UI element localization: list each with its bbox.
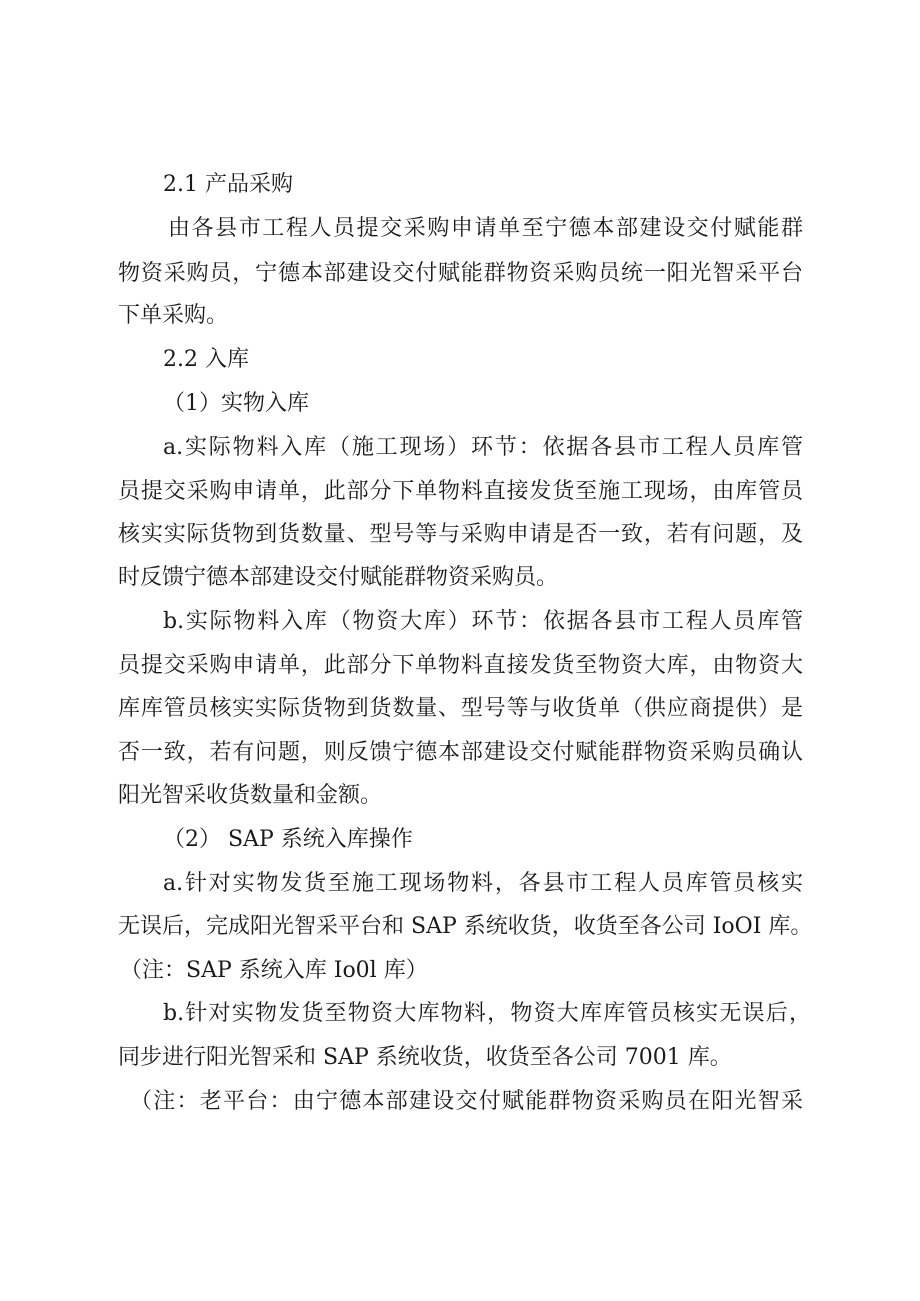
paragraph-line: a.实际物料入库（施工现场）环节：依据各县市工程人员库管 xyxy=(163,435,803,460)
paragraph-line: 阳光智采收货数量和金额。 xyxy=(118,783,383,808)
note-line: （注：老平台：由宁德本部建设交付赋能群物资采购员在阳光智采 xyxy=(130,1089,803,1114)
paragraph-line: 下单采购。 xyxy=(118,303,229,328)
paragraph-line: b.针对实物发货至物资大库物料，物资大库库管员核实无误后， xyxy=(163,1001,811,1026)
paragraph-line: 时反馈宁德本部建设交付赋能群物资采购员。 xyxy=(118,565,559,590)
paragraph-line: 库库管员核实实际货物到货数量、型号等与收货单（供应商提供）是 xyxy=(118,696,803,721)
paragraph-line: a.针对实物发货至施工现场物料，各县市工程人员库管员核实 xyxy=(163,871,803,896)
section-heading-2-2: 2.2 入库 xyxy=(163,347,249,372)
subsection-heading-2: （2） SAP 系统入库操作 xyxy=(163,827,413,852)
paragraph-line: b.实际物料入库（物资大库）环节：依据各县市工程人员库管 xyxy=(163,609,803,634)
paragraph-line: 物资采购员，宁德本部建设交付赋能群物资采购员统一阳光智采平台 xyxy=(118,261,803,286)
paragraph-line: 同步进行阳光智采和 SAP 系统收货，收货至各公司 7001 库。 xyxy=(118,1045,732,1070)
paragraph-line: 无误后，完成阳光智采平台和 SAP 系统收货，收货至各公司 IoOI 库。 xyxy=(118,914,813,939)
paragraph-line: 否一致，若有问题，则反馈宁德本部建设交付赋能群物资采购员确认 xyxy=(118,740,803,765)
paragraph-line: 员提交采购申请单，此部分下单物料直接发货至施工现场，由库管员 xyxy=(118,479,803,504)
note-line: （注：SAP 系统入库 Io0l 库） xyxy=(120,958,428,983)
section-heading-2-1: 2.1 产品采购 xyxy=(163,172,293,197)
subsection-heading-1: （1）实物入库 xyxy=(163,391,309,416)
paragraph-line: 员提交采购申请单，此部分下单物料直接发货至物资大库，由物资大 xyxy=(118,653,803,678)
paragraph-line: 核实实际货物到货数量、型号等与采购申请是否一致，若有问题，及 xyxy=(118,522,803,547)
paragraph-line: 由各县市工程人员提交采购申请单至宁德本部建设交付赋能群 xyxy=(168,216,803,241)
